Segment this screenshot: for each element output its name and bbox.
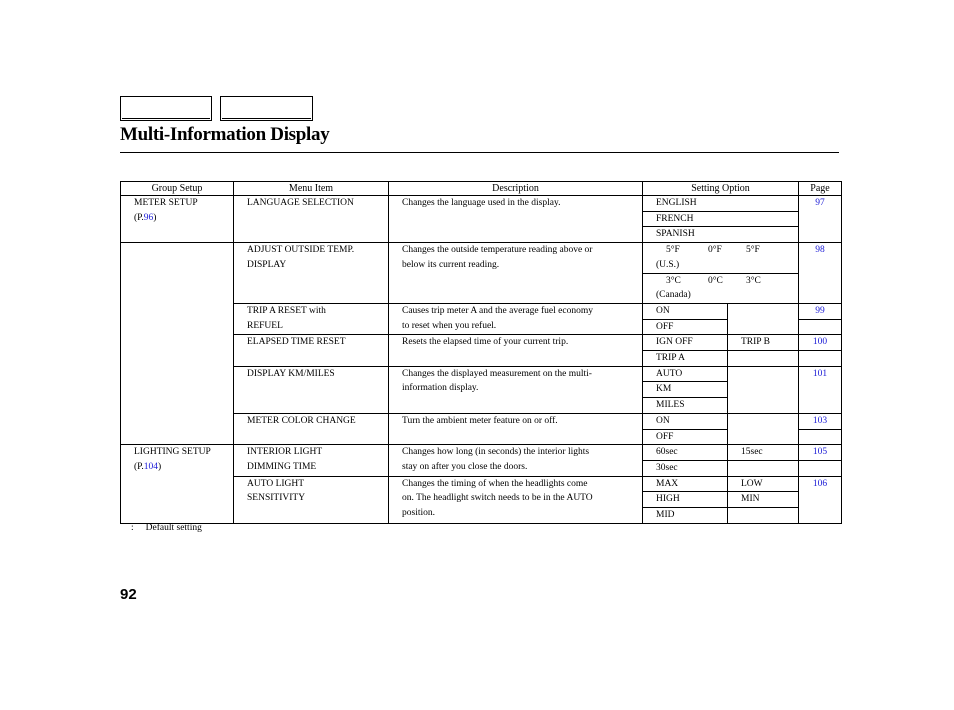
header-page: Page [799, 182, 842, 196]
page-link[interactable]: 101 [799, 366, 842, 413]
group-name: METER SETUP [134, 198, 198, 208]
table-header-row [121, 182, 842, 196]
page-number: 92 [120, 586, 137, 603]
description: Changes the language used in the display. [389, 196, 643, 243]
page-link[interactable]: 105 [799, 445, 842, 461]
setting-option: TRIP A [643, 351, 728, 367]
menu-item: INTERIOR LIGHT DIMMING TIME [234, 445, 389, 476]
page-link[interactable]: 99 [799, 303, 842, 319]
default-note-text: Default setting [145, 523, 202, 533]
setting-option-canada: 3°C 0°C 3°C (Canada) [643, 273, 799, 303]
menu-item: ADJUST OUTSIDE TEMP. DISPLAY [234, 243, 389, 304]
group-page-link[interactable]: 96 [143, 212, 154, 223]
table-row [121, 196, 842, 212]
group-page-ref: (P.96) [134, 212, 157, 223]
page-link[interactable]: 103 [799, 413, 842, 429]
table-row [121, 413, 842, 429]
nav-tab-box-2[interactable] [220, 96, 313, 121]
default-setting-note [131, 523, 202, 533]
setting-option: 60sec [643, 445, 728, 461]
setting-option: MAX [643, 476, 728, 492]
header-description: Description [389, 182, 643, 196]
menu-item: LANGUAGE SELECTION [234, 196, 389, 243]
menu-item: METER COLOR CHANGE [234, 413, 389, 444]
group-page-link[interactable]: 104 [143, 461, 159, 472]
menu-item: TRIP A RESET with REFUEL [234, 303, 389, 334]
table-row [121, 445, 842, 461]
table-row [121, 243, 842, 273]
group-name: LIGHTING SETUP [134, 447, 211, 458]
default-marker: : [131, 523, 134, 533]
setting-option: KM [643, 382, 728, 398]
setting-option: OFF [643, 319, 728, 335]
description: Resets the elapsed time of your current trip. [389, 335, 643, 366]
setting-option: AUTO [643, 366, 728, 382]
nav-tab-box-1[interactable] [120, 96, 212, 121]
table-row [121, 366, 842, 382]
group-meter-setup [121, 196, 234, 243]
setting-option: ON [643, 413, 728, 429]
group-lighting-setup [121, 445, 234, 524]
setting-option: SPANISH [643, 227, 799, 243]
menu-item: DISPLAY KM/MILES [234, 366, 389, 413]
setting-option: OFF [643, 429, 728, 445]
setting-option: FRENCH [643, 211, 799, 227]
setting-option: ENGLISH [643, 196, 799, 212]
setting-option: 15sec [728, 445, 799, 461]
setting-option: MID [643, 508, 728, 524]
description: Causes trip meter A and the average fuel economy to reset when you refuel. [389, 303, 643, 334]
group-page-ref: (P.104) [134, 461, 162, 472]
settings-table [120, 181, 842, 524]
setting-option: ON [643, 303, 728, 319]
description: Changes how long (in seconds) the interior lights stay on after you close the doors. [389, 445, 643, 476]
setting-option: TRIP B [728, 335, 799, 351]
setting-option-us: 5°F 0°F 5°F (U.S.) [643, 243, 799, 273]
setting-option: 30sec [643, 460, 728, 476]
menu-item: ELAPSED TIME RESET [234, 335, 389, 366]
page-link[interactable]: 100 [799, 335, 842, 351]
setting-option: MIN [728, 492, 799, 508]
table-row [121, 303, 842, 319]
setting-option: IGN OFF [643, 335, 728, 351]
setting-option: HIGH [643, 492, 728, 508]
description: Changes the timing of when the headlights come on. The headlight switch needs to be in the AUTO position. [389, 476, 643, 523]
title-divider [120, 152, 839, 153]
setting-option: MILES [643, 398, 728, 414]
page-link[interactable]: 98 [799, 243, 842, 304]
description: Changes the displayed measurement on the multi- information display. [389, 366, 643, 413]
setting-option: LOW [728, 476, 799, 492]
header-setting-option: Setting Option [643, 182, 799, 196]
description: Changes the outside temperature reading above or below its current reading. [389, 243, 643, 304]
page-link[interactable]: 106 [799, 476, 842, 523]
page-title: Multi-Information Display [120, 124, 330, 145]
menu-item: AUTO LIGHT SENSITIVITY [234, 476, 389, 523]
table-row [121, 335, 842, 351]
header-group-setup: Group Setup [121, 182, 234, 196]
page-link[interactable]: 97 [799, 196, 842, 243]
description: Turn the ambient meter feature on or off. [389, 413, 643, 444]
header-menu-item: Menu Item [234, 182, 389, 196]
